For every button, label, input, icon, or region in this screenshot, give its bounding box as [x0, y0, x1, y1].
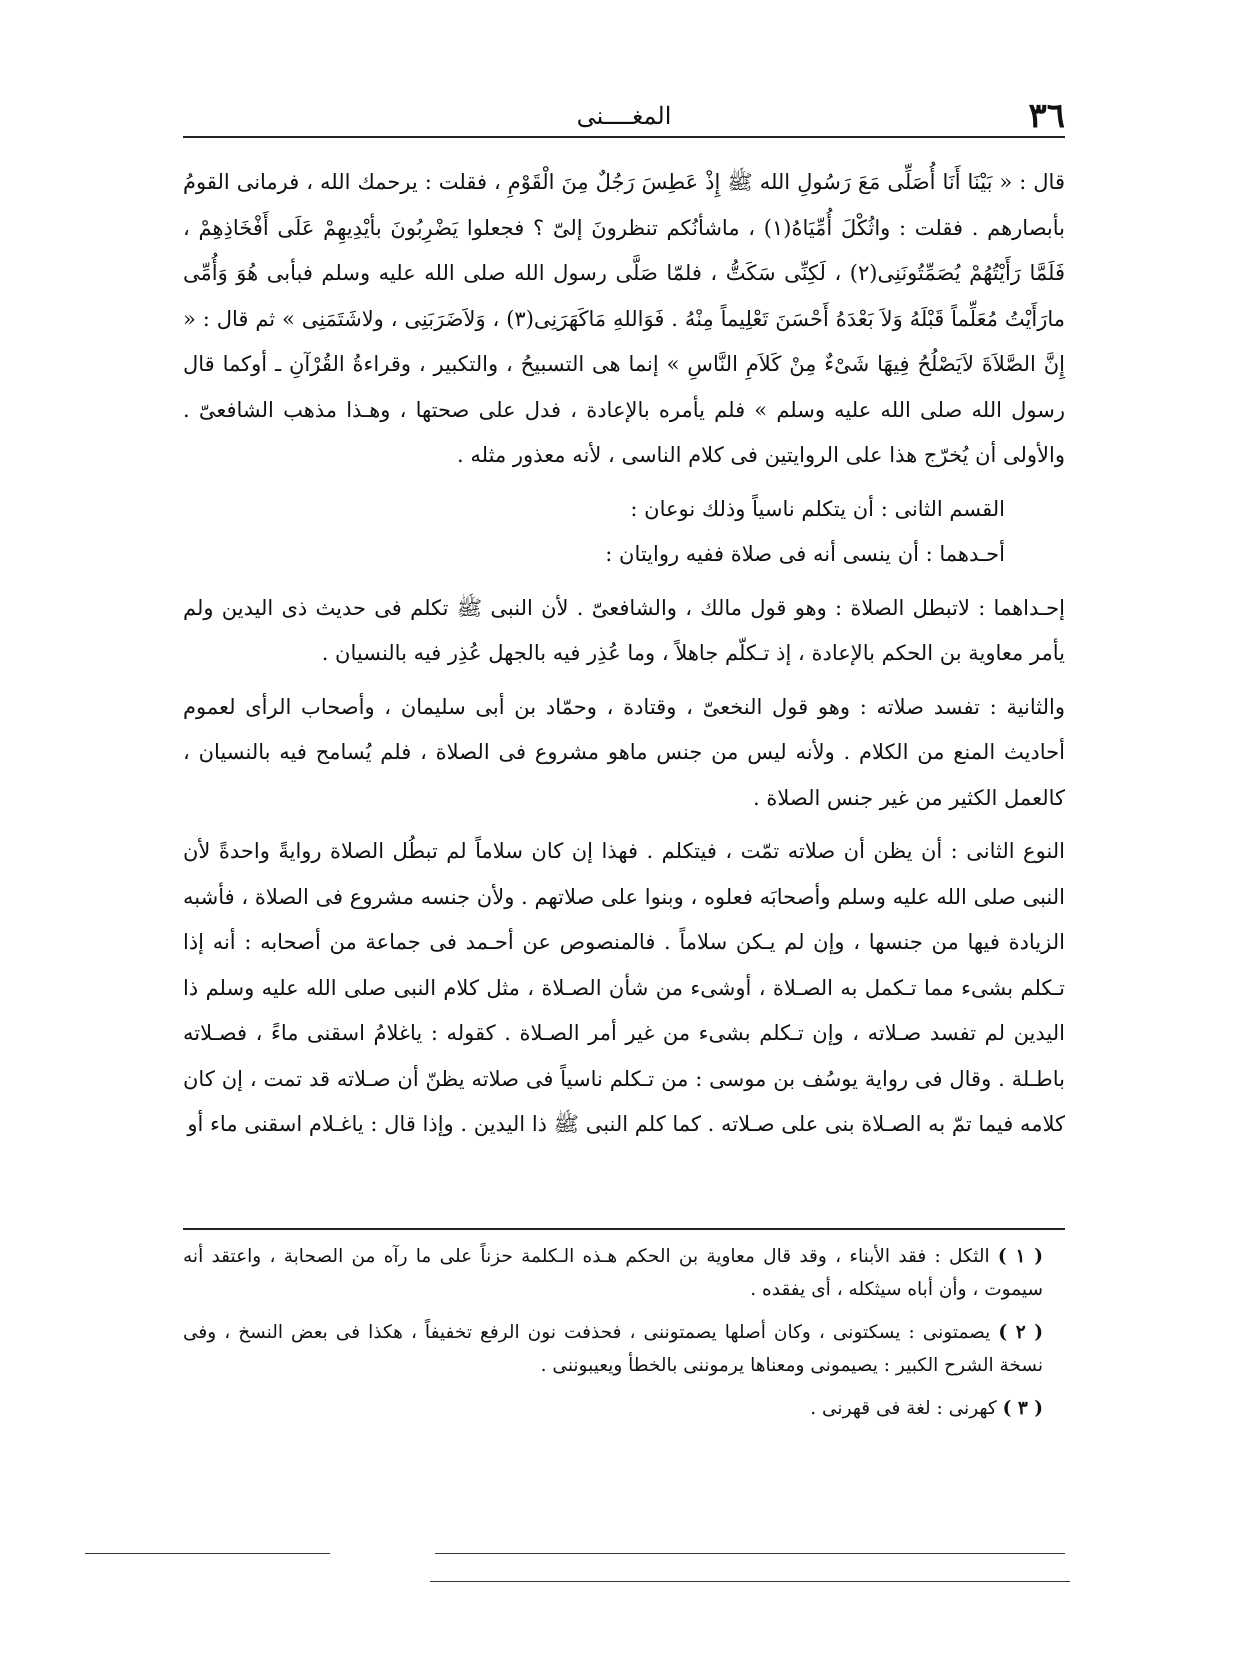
paragraph-first-view: إحـداهما : لاتبطل الصلاة : وهو قول مالك ، والشافعىّ . لأن النبى ﷺ تكلم فى حديث ذى اليدين ولم يأمر معاوية بن الحكم بالإعادة ، إذ تـكلّم جاهلاً ، وما عُذِر فيه بالجهل عُذِر فيه بالنسيان . [183, 595, 1065, 665]
footnote-1-mark: ( ١ ) [997, 1246, 1044, 1267]
page-number: ٣٦ [1028, 96, 1065, 136]
paragraph-hadith: قال : « بَيْنَا أَنَا أُصَلِّى مَعَ رَسُولِ الله ﷺ إِذْ عَطِسَ رَجُلٌ مِنَ الْقَوْمِ ، فقلت : يرحمك الله ، فرمانى القومُ بأبصارهم . فقلت : واثُكْلَ أُمِّيَاهُ(١) ، ماشأنُكم تنظرونَ إلىّ ؟ فجعلوا يَضْرِبُونَ بأيْدِيهِمْ عَلَى أَفْخَاذِهِمْ ، فَلَمَّا رَأَيْتُهُمْ يُصَمِّتُونَنِى(٢) ، لَكِنِّى سَكَتُّ ، فلمّا صَلَّى رسول الله صلى الله عليه وسلم فبأبى هُوَ وَأُمِّى مارَأَيْتُ مُعَلِّماً قَبْلَهُ وَلاَ بَعْدَهُ أَحْسَنَ تَعْلِيماً مِنْهُ . فَوَاللهِ مَاكَهَرَنِى(٣) ، وَلاَضَرَبَنِى ، ولاشَتَمَنِى » ثم قال : « إِنَّ الصَّلاَةَ لاَيَصْلُحُ فِيهَا شَىْءٌ مِنْ كَلاَمِ النَّاسِ » إنما هى التسبيحُ ، والتكبير ، وقراءةُ القُرْآنِ ـ أوكما قال رسول الله صلى الله عليه وسلم » فلم يأمره بالإعادة ، فدل على صحتها ، وهـذا مذهب الشافعىّ . والأولى أن يُخرّج هذا على الروايتين فى كلام الناسى ، لأنه معذور مثله . [183, 170, 1065, 467]
paragraph-second-type: النوع الثانى : أن يظن أن صلاته تمّت ، فيتكلم . فهذا إن كان سلاماً لم تبطُل الصلاة روايةً واحدةً لأن النبى صلى الله عليه وسلم وأصحابَه فعلوه ، وبنوا على صلاتهم . ولأن جنسه مشروع فى الصلاة ، فأشبه الزيادة فيها من جنسها ، وإن لم يـكن سلاماً . فالمنصوص عن أحـمد فى جماعة من أصحابه : أنه إذا تـكلم بشىء مما تـكمل به الصـلاة ، أوشىء من شأن الصـلاة ، مثل كلام النبى صلى الله عليه وسلم ذا اليدين لم تفسد صـلاته ، وإن تـكلم بشىء من غير أمر الصـلاة . كقوله : ياغلامُ اسقنى ماءً ، فصـلاته باطـلة . وقال فى رواية يوسُف بن موسى : من تـكلم ناسياً فى صلاته يظنّ أن صـلاته قد تمت ، إن كان كلامه فيما تمّ به الصـلاة بنى على صـلاته . كما كلم النبى ﷺ ذا اليدين . وإذا قال : ياغـلام اسقنى ماء أو [183, 839, 1065, 1136]
bottom-rule-right-upper [435, 1553, 1065, 1554]
footnote-divider [183, 1228, 1065, 1230]
bottom-rule-left [85, 1553, 330, 1554]
section-heading: القسم الثانى : أن يتكلم ناسياً وذلك نوعان : [630, 496, 1005, 521]
footnote-1 [183, 1240, 1065, 1306]
footnote-1-text: الثكل : فقد الأبناء ، وقد قال معاوية بن الحكم هـذه الـكلمة حزناً على ما رآه من الصحابة ، واعتقد أنه سيموت ، وأن أباه سيثكله ، أى يفقده . [183, 1246, 1043, 1300]
footnote-2-mark: ( ٢ ) [998, 1322, 1043, 1343]
footnote-2 [183, 1316, 1065, 1382]
footnote-3-mark: ( ٣ ) [1002, 1398, 1043, 1419]
header-divider [183, 136, 1065, 138]
sub-heading: أحـدهما : أن ينسى أنه فى صلاة ففيه روايتان : [605, 542, 1005, 566]
footnote-3-text: كهرنى : لغة فى قهرنى . [810, 1398, 997, 1419]
bottom-rule-right-lower [430, 1581, 1070, 1582]
paragraph-second-view: والثانية : تفسد صلاته : وهو قول النخعىّ ، وقتادة ، وحمّاد بن أبى سليمان ، وأصحاب الرأى لعموم أحاديث المنع من الكلام . ولأنه ليس من جنس ماهو مشروع فى الصلاة ، فلم يُسامح فيه بالنسيان ، كالعمل الكثير من غير جنس الصلاة . [183, 694, 1065, 810]
footnotes [183, 1240, 1065, 1435]
footnote-2-text: يصمتونى : يسكتونى ، وكان أصلها يصمتوننى ، فحذفت نون الرفع تخفيفاً ، هكذا فى بعض النسخ ، وفى نسخة الشرح الكبير : يصيمونى ومعناها يرموننى بالخطأ ويعيبوننى . [183, 1322, 1043, 1376]
footnote-3 [183, 1392, 1065, 1425]
page-header [183, 95, 1065, 137]
running-title: المغــــنى [576, 102, 672, 130]
main-text [183, 160, 1065, 1148]
